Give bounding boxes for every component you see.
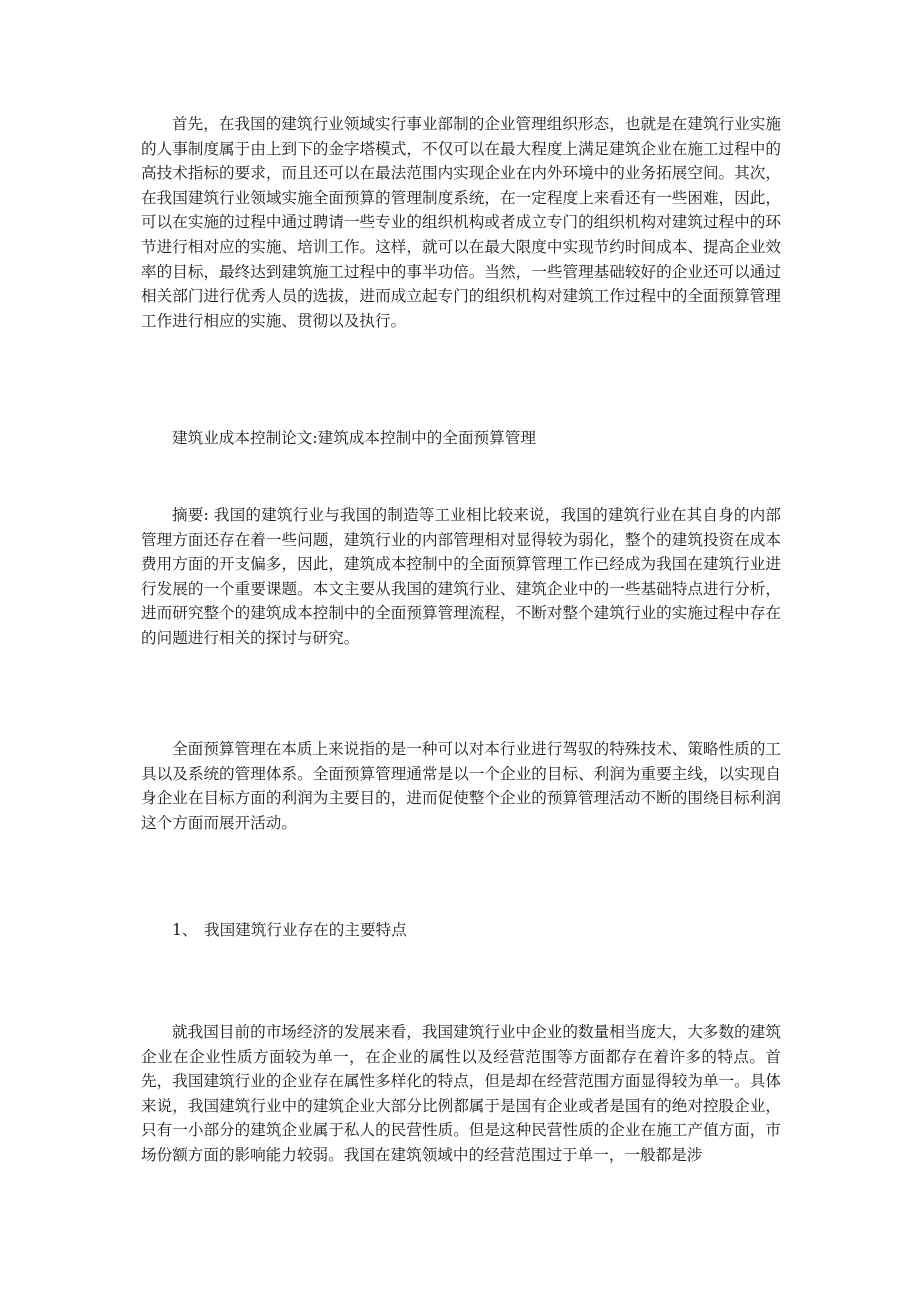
body-paragraph: 首先，在我国的建筑行业领域实行事业部制的企业管理组织形态，也就是在建筑行业实施的人事制度属于由上到下的金字塔模式，不仅可以在最大程度上满足建筑企业在施工过程中的高技术指标的要求，而且还可以在最法范围内实现企业在内外环境中的业务拓展空间。其次，在我国建筑行业领域实施全面预算的管理制度系统，在一定程度上来看还有一些困难，因此，可以在实施的过程中通过聘请一些专业的组织机构或者成立专门的组织机构对建筑过程中的环节进行相对应的实施、培训工作。这样，就可以在最大限度中实现节约时间成本、提高企业效率的目标，最终达到建筑施工过程中的事半功倍。当然，一些管理基础较好的企业还可以通过相关部门进行优秀人员的选拔，进而成立起专门的组织机构对建筑工作过程中的全面预算管理工作进行相应的实施、贯彻以及执行。 xyxy=(141,115,781,330)
section-heading xyxy=(172,918,407,943)
section-title: 我国建筑行业存在的主要特点 xyxy=(204,921,407,939)
article-title: 建筑业成本控制论文:建筑成本控制中的全面预算管理 xyxy=(172,429,536,447)
body-paragraph: 全面预算管理在本质上来说指的是一种可以对本行业进行驾驭的特殊技术、策略性质的工具以及系统的管理体系。全面预算管理通常是以一个企业的目标、利润为重要主线，以实现自身企业在目标方面的利润为主要目的，进而促使整个企业的预算管理活动不断的围绕目标利润这个方面而展开活动。 xyxy=(141,740,781,832)
body-paragraph: 就我国目前的市场经济的发展来看，我国建筑行业中企业的数量相当庞大，大多数的建筑企业在企业性质方面较为单一，在企业的属性以及经营范围等方面都存在着许多的特点。首先，我国建筑行业的企业存在属性多样化的特点，但是却在经营范围方面显得较为单一。具体来说，我国建筑行业中的建筑企业大部分比例都属于是国有企业或者是国有的绝对控股企业，只有一小部分的建筑企业属于私人的民营性质。但是这种民营性质的企业在施工产值方面，市场份额方面的影响能力较弱。我国在建筑领域中的经营范围过于单一，一般都是涉 xyxy=(141,1023,781,1164)
section-number: 1、 xyxy=(172,921,198,939)
abstract-paragraph: 摘要: 我国的建筑行业与我国的制造等工业相比较来说，我国的建筑行业在其自身的内部管理方面还存在着一些问题，建筑行业的内部管理相对显得较为弱化，整个的建筑投资在成本费用方面的开支偏多，因此，建筑成本控制中的全面预算管理工作已经成为我国在建筑行业进行发展的一个重要课题。本文主要从我国的建筑行业、建筑企业中的一些基础特点进行分析，进而研究整个的建筑成本控制中的全面预算管理流程，不断对整个建筑行业的实施过程中存在的问题进行相关的探讨与研究。 xyxy=(141,506,781,647)
